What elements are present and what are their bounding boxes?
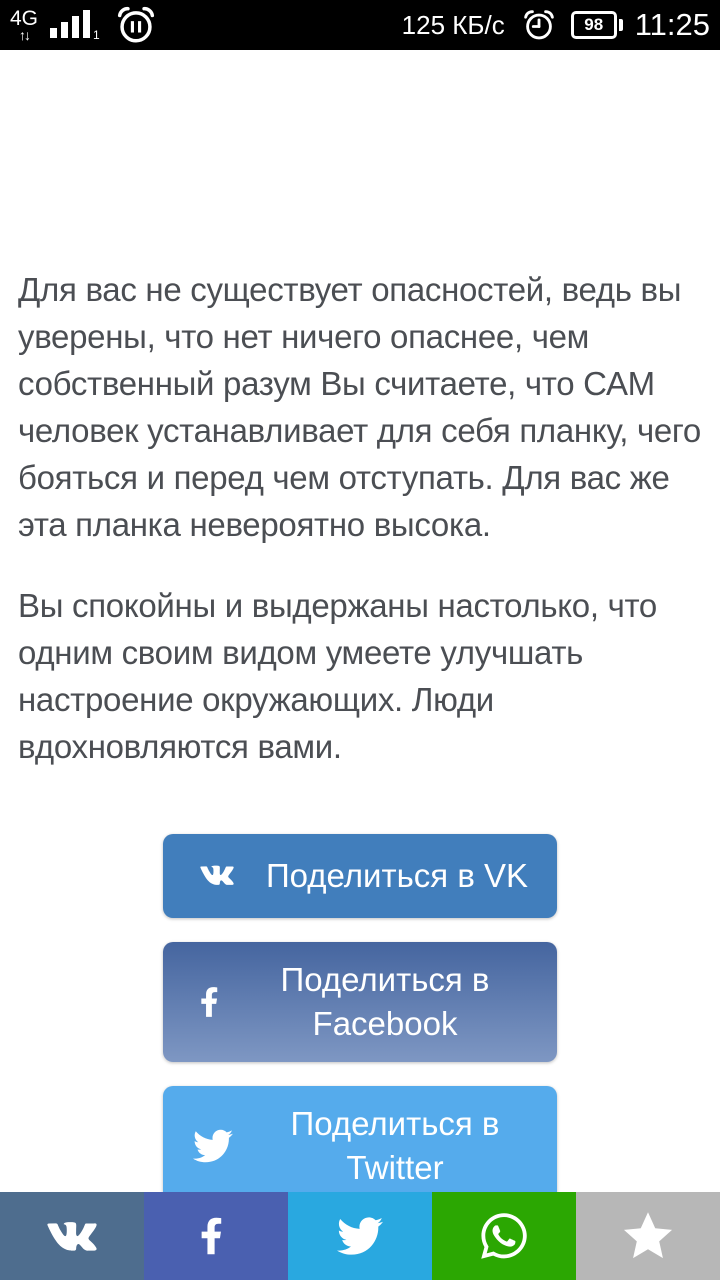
- network-indicator: [10, 8, 38, 42]
- share-twitter-button[interactable]: [163, 1086, 557, 1206]
- sim-indicator: 1: [93, 28, 100, 42]
- share-twitter-label: Поделиться в Twitter: [290, 1105, 500, 1186]
- battery-icon: [571, 11, 623, 39]
- star-icon: [619, 1208, 677, 1264]
- article-paragraph-2: Вы спокойны и выдержаны настолько, что одним своим видом умеете улучшать настроение окружающих. Люди вдохновляются вами.: [18, 587, 657, 765]
- vk-logo-icon: [192, 851, 242, 901]
- twitter-bird-icon: [190, 1126, 236, 1166]
- network-speed-label: 125 КБ/с: [401, 9, 505, 40]
- bottom-share-bar: [0, 1192, 720, 1280]
- battery-percent-label: 98: [584, 15, 604, 34]
- sharebar-twitter-button[interactable]: [288, 1192, 432, 1280]
- network-arrows-icon: ↑↓: [19, 27, 29, 43]
- sharebar-bookmark-button[interactable]: [576, 1192, 720, 1280]
- article-paragraph-1: Для вас не существует опасностей, ведь вы уверены, что нет ничего опаснее, чем собственный разум Вы считаете, что САМ человек устанавливает для себя планку, чего бояться и перед чем отступать. Для вас же эта планка невероятно высока.: [18, 271, 701, 543]
- signal-bars-icon: [48, 8, 100, 42]
- share-vk-button[interactable]: [163, 834, 557, 918]
- share-buttons-group: [18, 834, 702, 1230]
- vk-logo-icon: [40, 1216, 104, 1256]
- share-facebook-label: Поделиться в Facebook: [280, 961, 490, 1042]
- twitter-bird-icon: [333, 1213, 387, 1259]
- network-type-label: 4G: [10, 7, 39, 30]
- sharebar-vk-button[interactable]: [0, 1192, 144, 1280]
- sharebar-whatsapp-button[interactable]: [432, 1192, 576, 1280]
- whatsapp-icon: [478, 1210, 530, 1262]
- facebook-f-icon: [200, 1208, 232, 1264]
- alarm-clock-icon: [521, 7, 557, 43]
- share-facebook-button[interactable]: [163, 942, 557, 1062]
- share-vk-label: Поделиться в VK: [265, 857, 529, 894]
- status-bar: [0, 0, 720, 50]
- facebook-f-icon: [200, 980, 226, 1024]
- top-whitespace: [18, 50, 702, 266]
- clock-time-label: 11:25: [634, 7, 710, 42]
- alarm-pause-icon: [114, 3, 158, 47]
- article-content: [0, 50, 720, 1230]
- sharebar-facebook-button[interactable]: [144, 1192, 288, 1280]
